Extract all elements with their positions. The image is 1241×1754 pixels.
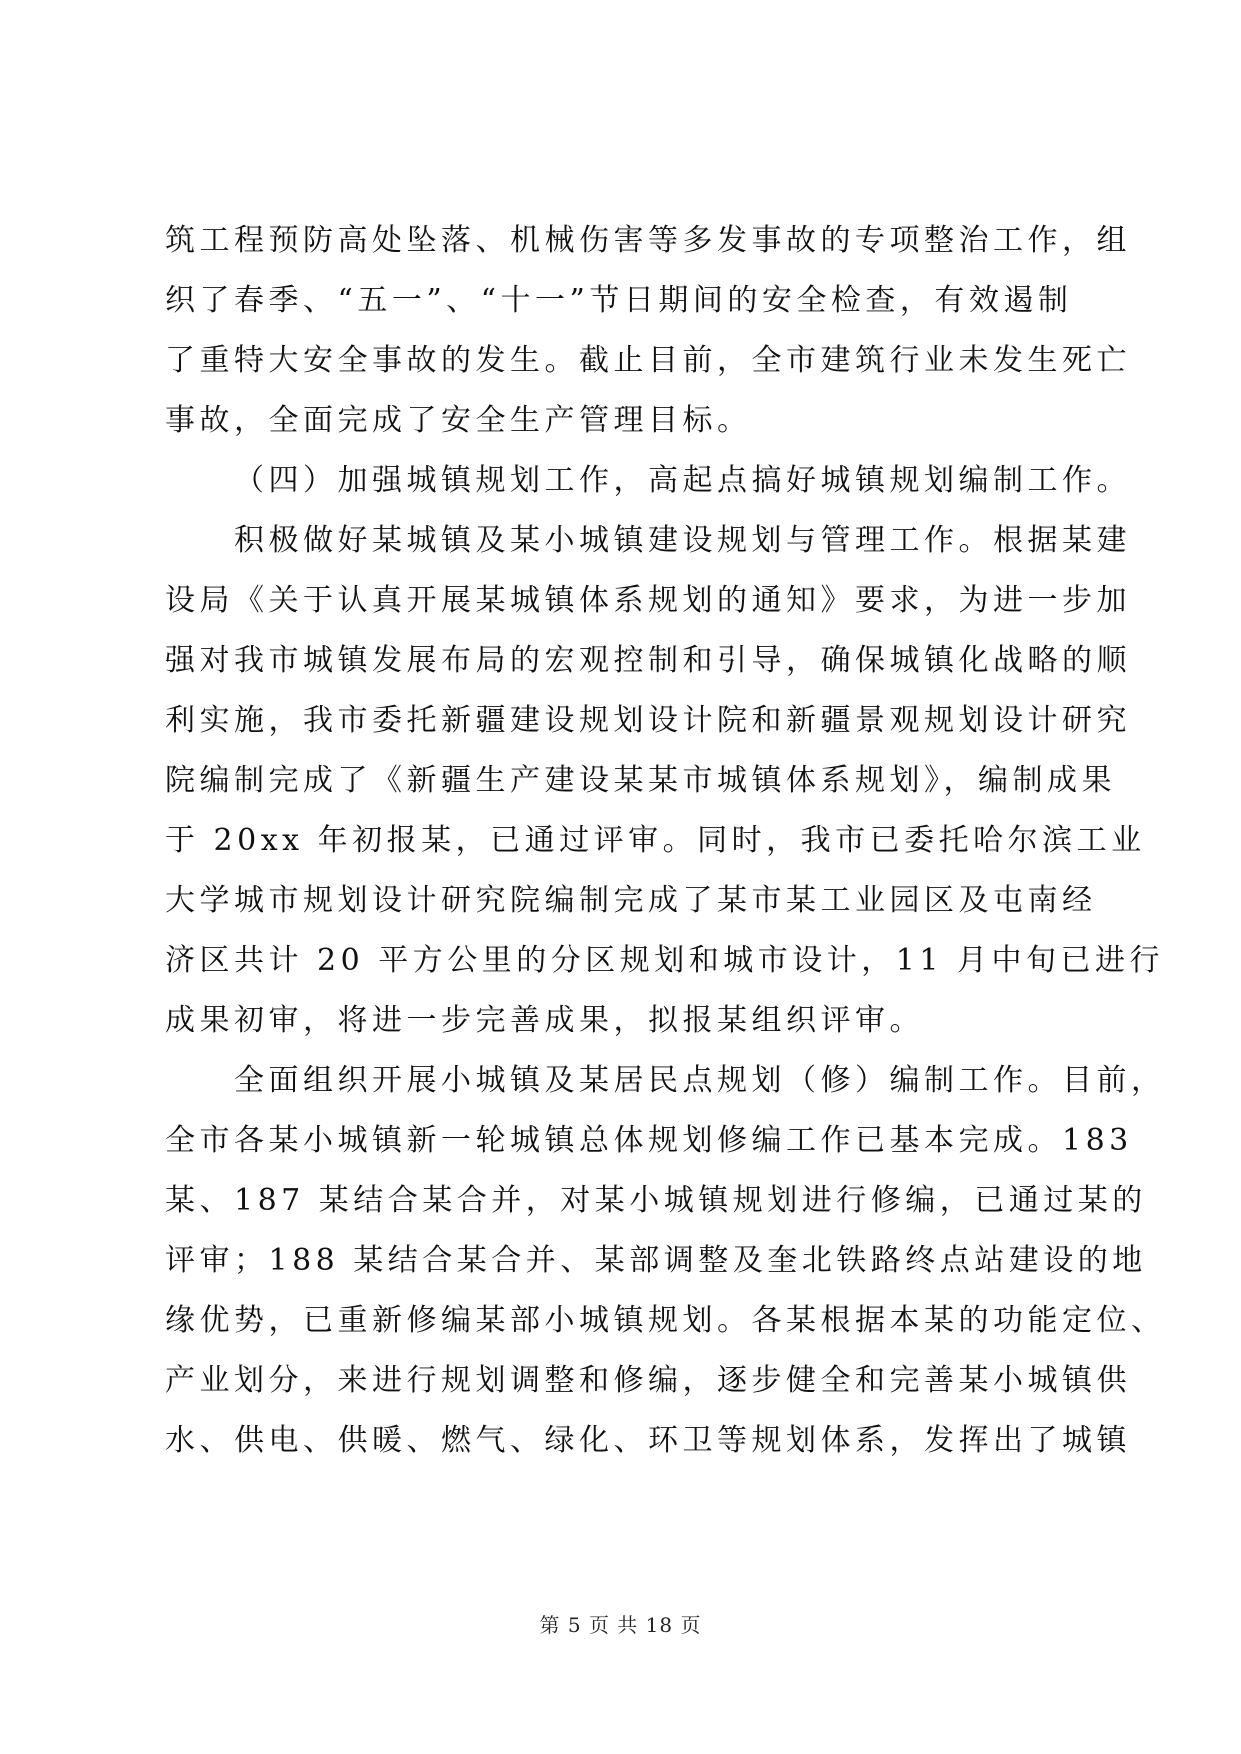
text-line: 济区共计 20 平方公里的分区规划和城市设计，11 月中旬已进行 <box>165 943 1164 978</box>
text-line: 产业划分，来进行规划调整和修编，逐步健全和完善某小城镇供 <box>165 1363 1131 1398</box>
text-line: 全面组织开展小城镇及某居民点规划（修）编制工作。目前， <box>234 1063 1166 1098</box>
text-line: 水、供电、供暖、燃气、绿化、环卫等规划体系，发挥出了城镇 <box>165 1423 1131 1458</box>
text-line: 设局《关于认真开展某城镇体系规划的通知》要求，为进一步加 <box>165 583 1131 618</box>
text-line: 院编制完成了《新疆生产建设某某市城镇体系规划》，编制成果 <box>165 763 1116 798</box>
text-line: 评审；188 某结合某合并、某部调整及奎北铁路终点站建设的地 <box>165 1243 1147 1278</box>
text-line: 织了春季、“五一”、“十一”节日期间的安全检查，有效遏制 <box>165 283 1073 318</box>
text-line: 成果初审，将进一步完善成果，拟报某组织评审。 <box>165 1003 924 1038</box>
document-body <box>165 223 1166 1486</box>
text-line: 强对我市城镇发展布局的宏观控制和引导，确保城镇化战略的顺 <box>165 643 1131 678</box>
text-line: 全市各某小城镇新一轮城镇总体规划修编工作已基本完成。183 <box>165 1123 1133 1158</box>
text-line: 了重特大安全事故的发生。截止目前，全市建筑行业未发生死亡 <box>165 343 1131 378</box>
text-line: 于 20xx 年初报某，已通过评审。同时，我市已委托哈尔滨工业 <box>165 823 1146 858</box>
text-line: 大学城市规划设计研究院编制完成了某市某工业园区及屯南经 <box>165 883 1097 918</box>
text-line: 利实施，我市委托新疆建设规划设计院和新疆景观规划设计研究 <box>165 703 1131 738</box>
text-line: 事故，全面完成了安全生产管理目标。 <box>165 403 752 438</box>
text-line: 缘优势，已重新修编某部小城镇规划。各某根据本某的功能定位、 <box>165 1303 1166 1338</box>
text-line: 积极做好某城镇及某小城镇建设规划与管理工作。根据某建 <box>234 523 1131 558</box>
text-line: 某、187 某结合某合并，对某小城镇规划进行修编，已通过某的 <box>165 1183 1147 1218</box>
page-number-footer: 第 5 页 共 18 页 <box>539 1613 702 1637</box>
text-line: 筑工程预防高处坠落、机械伤害等多发事故的专项整治工作，组 <box>165 223 1131 258</box>
section-heading: （四）加强城镇规划工作，高起点搞好城镇规划编制工作。 <box>234 463 1131 498</box>
